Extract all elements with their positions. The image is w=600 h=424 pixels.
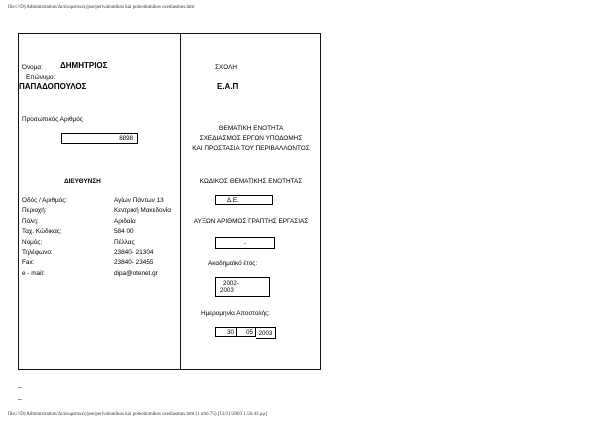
send-day: 30 — [215, 327, 237, 337]
send-year: 2003 — [256, 327, 276, 339]
address-label: Οδός / Αριθμός: — [22, 197, 68, 204]
address-label: Περιοχή: — [22, 207, 47, 214]
file-path-footer: file:///D|/Administration/Διπλωματικές/pse/perivalontikos kai poleodomikos sxediasmos.htm (1 από 75) [13/11/2003 1:56:43 μμ] — [8, 412, 267, 417]
surname-value: ΠΑΠΑΔΟΠΟΥΛΟΣ — [19, 82, 87, 91]
academic-year-line-2: 2003 — [220, 287, 234, 294]
column-divider — [180, 33, 181, 370]
thematic-line-1: ΣΧΕΔΙΑΣΜΟΣ ΕΡΓΩΝ ΥΠΟΔΟΜΗΣ — [199, 135, 303, 142]
address-value: Κεντρική Μακεδονία — [114, 207, 171, 214]
send-date-label: Ημερομηνία Αποστολής: — [201, 310, 270, 317]
academic-year-line-1: 2002- — [223, 280, 239, 287]
address-label: Ταχ. Κώδικας: — [22, 228, 62, 235]
assignment-label: ΑΥΞΩΝ ΑΡΙΘΜΟΣ ΓΡΑΠΤΗΣ ΕΡΓΑΣΙΑΣ — [193, 218, 309, 225]
school-value: Ε.Α.Π — [217, 82, 239, 91]
surname-label: Επώνυμο: — [26, 74, 56, 81]
separator-dash-1: – — [18, 384, 22, 391]
name-value: ΔΗΜΗΤΡΙΟΣ — [60, 61, 108, 70]
academic-year-label: Ακαδημαϊκό έτος: — [208, 260, 258, 267]
address-value: Αγίων Πάντων 13 — [114, 197, 164, 204]
address-label: Τηλέφωνο: — [22, 249, 53, 256]
address-value: dipa@otenet.gr — [114, 270, 158, 277]
address-label: Νομός: — [22, 239, 43, 246]
separator-dash-2: – — [18, 396, 22, 403]
address-value: 23840- 23455 — [114, 259, 154, 266]
personal-id-value: 8898 — [61, 133, 138, 144]
address-value: Πέλλας — [114, 239, 135, 246]
address-value: 23840- 21304 — [114, 249, 154, 256]
thematic-code-value: Δ.Ε. — [215, 195, 273, 205]
file-path-header: file:///D|/Administration/Διπλωματικές/pse/perivalontikos kai poleodomikos sxediasmos.htm — [8, 5, 195, 10]
thematic-title: ΘΕΜΑΤΙΚΗ ΕΝΟΤΗΤΑ — [218, 125, 284, 132]
address-label: e - mail: — [22, 270, 45, 277]
assignment-value: - — [215, 237, 275, 249]
name-label: Όνομα: — [22, 64, 43, 71]
send-month: 05 — [237, 327, 256, 337]
address-value: Αριδαία — [114, 218, 136, 225]
school-label: ΣΧΟΛΗ — [215, 64, 237, 71]
academic-year-box — [215, 277, 270, 297]
thematic-code-label: ΚΩΔΙΚΟΣ ΘΕΜΑΤΙΚΗΣ ΕΝΟΤΗΤΑΣ — [199, 178, 303, 185]
address-heading: ΔΙΕΥΘΥΝΣΗ — [64, 178, 101, 185]
address-value: 584 00 — [114, 228, 134, 235]
address-label: Πόλη: — [22, 218, 39, 225]
thematic-line-2: ΚΑΙ ΠΡΟΣΤΑΣΙΑ ΤΟΥ ΠΕΡΙΒΑΛΛΟΝΤΟΣ — [192, 145, 310, 152]
personal-id-label: Προσωπικός Αριθμός — [22, 116, 83, 123]
address-label: Fax: — [22, 259, 35, 266]
